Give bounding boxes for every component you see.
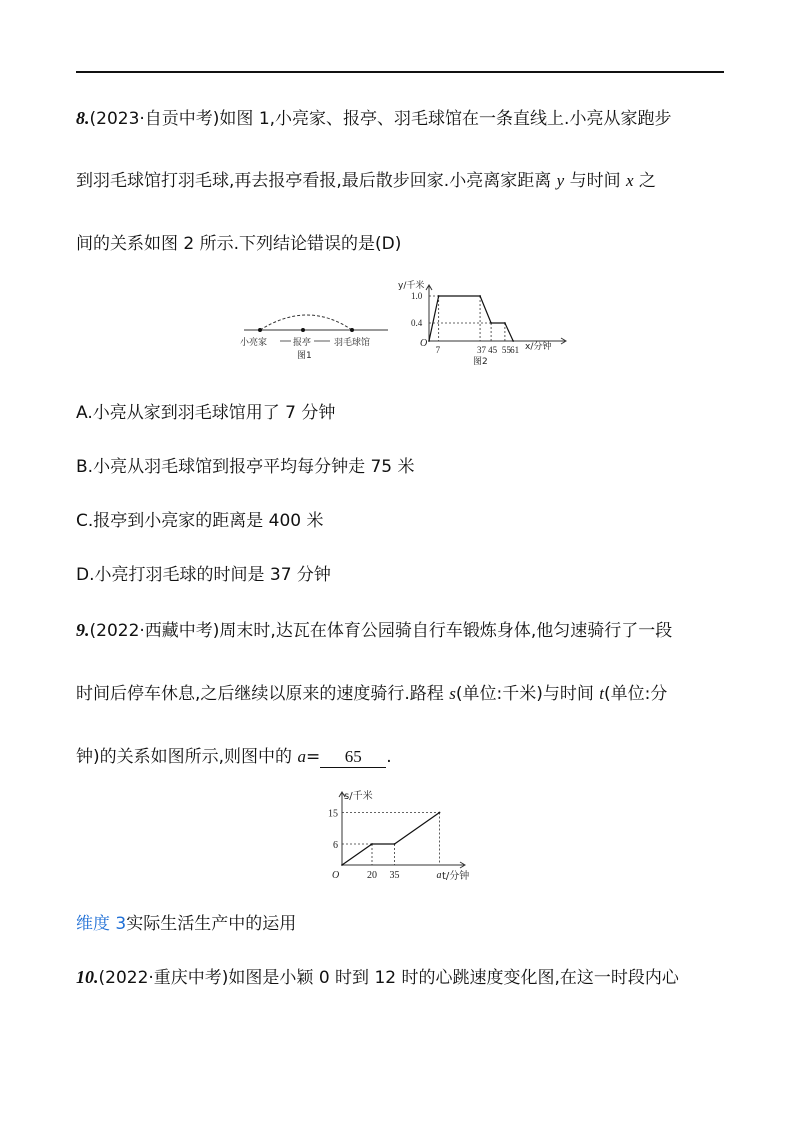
q8-option-d — [76, 563, 331, 587]
q9-number: 9. — [76, 620, 90, 640]
q8-option-c-text: C.报亭到小亮家的距离是 400 米 — [76, 511, 324, 531]
series-line — [342, 813, 440, 866]
q8-text-3: 间的关系如图 2 所示.下列结论错误的是(D) — [76, 234, 402, 254]
q9-answer-blank: 65 — [320, 747, 386, 768]
q9-fig-xlabel: t/分钟 — [442, 871, 470, 882]
data-point — [394, 843, 396, 845]
data-point — [439, 812, 441, 814]
fig1-gym-label: 羽毛球馆 — [334, 338, 371, 348]
q8-number: 8. — [76, 108, 90, 128]
section-tag: 维度 3 — [76, 914, 127, 934]
fig1-gym-dot — [350, 328, 354, 332]
x-tick-label: 55 — [501, 345, 511, 355]
q8-text-2b: 与时间 — [564, 171, 626, 191]
q8-figure-2-chart — [395, 276, 570, 368]
q9-line-1 — [76, 618, 672, 643]
q8-line-3 — [76, 232, 401, 256]
q9-fig-ylabel: s/千米 — [344, 791, 373, 802]
q9-line-2 — [76, 682, 667, 706]
fig2-xlabel: x/分钟 — [525, 342, 552, 352]
y-tick-label: 6 — [333, 840, 338, 851]
q9-var-t: t — [599, 684, 604, 703]
x-tick-label: 35 — [389, 870, 400, 881]
fig1-arc — [260, 315, 352, 330]
x-tick-label: 20 — [367, 870, 377, 881]
q9-fig-origin: O — [332, 870, 340, 881]
q8-option-b — [76, 455, 415, 479]
q10-text-1: (2022·重庆中考)如图是小颖 0 时到 12 时的心跳速度变化图,在这一时段内心 — [98, 968, 679, 988]
data-point — [479, 295, 481, 297]
section-title: 实际生活生产中的运用 — [126, 914, 297, 934]
fig1-kiosk-dot — [301, 328, 305, 332]
q9-var-s: s — [449, 684, 456, 703]
series-line — [429, 296, 513, 341]
q10-number: 10. — [76, 967, 99, 987]
q8-option-a-text: A.小亮从家到羽毛球馆用了 7 分钟 — [76, 403, 336, 423]
q8-text-2a: 到羽毛球馆打羽毛球,再去报亭看报,最后散步回家.小亮离家距离 — [76, 171, 557, 191]
q8-line-1 — [76, 106, 671, 131]
q8-text-1: (2023·自贡中考)如图 1,小亮家、报亭、羽毛球馆在一条直线上.小亮从家跑步 — [89, 109, 672, 129]
q10-line-1 — [76, 965, 679, 990]
q8-figure-1 — [238, 305, 398, 367]
q9-text-2c: (单位:分 — [603, 684, 668, 704]
q9-text-3a: 钟)的关系如图所示,则图中的 — [76, 747, 298, 767]
q8-var-x: x — [625, 171, 634, 190]
fig2-origin: O — [420, 338, 428, 349]
x-tick-label: 45 — [488, 345, 498, 355]
fig1-home-label: 小亮家 — [240, 338, 268, 348]
q9-text-3c: . — [386, 747, 392, 767]
q8-option-b-text: B.小亮从羽毛球馆到报亭平均每分钟走 75 米 — [76, 457, 415, 477]
y-tick-label: 1.0 — [411, 291, 423, 301]
data-point — [504, 322, 506, 324]
q9-line-3 — [76, 745, 392, 769]
q9-var-a: a — [297, 747, 306, 766]
q9-text-2b: (单位:千米)与时间 — [455, 684, 600, 704]
data-point — [428, 340, 430, 342]
fig1-home-dot — [258, 328, 262, 332]
data-point — [341, 864, 343, 866]
section-header — [76, 912, 296, 936]
q9-text-2a: 时间后停车休息,之后继续以原来的速度骑行.路程 — [76, 684, 450, 704]
top-rule — [76, 71, 724, 73]
q9-text-3b: = — [305, 747, 321, 767]
fig1-kiosk-label: 报亭 — [293, 338, 312, 348]
q9-figure-chart — [324, 785, 474, 885]
q8-line-2 — [76, 169, 656, 193]
x-tick-label: a — [436, 870, 442, 881]
data-point — [438, 295, 440, 297]
q8-text-2c: 之 — [633, 171, 656, 191]
data-point — [371, 843, 373, 845]
x-tick-label: 37 — [477, 345, 487, 355]
fig1-caption: 图1 — [297, 351, 312, 361]
q9-text-1: (2022·西藏中考)周末时,达瓦在体育公园骑自行车锻炼身体,他匀速骑行了一段 — [89, 621, 673, 641]
data-point — [512, 340, 514, 342]
q8-option-a — [76, 401, 335, 425]
fig2-caption: 图2 — [473, 357, 488, 367]
y-tick-label: 15 — [328, 808, 338, 820]
x-tick-label: 7 — [435, 345, 441, 355]
fig2-ylabel: y/千米 — [398, 281, 425, 291]
data-point — [490, 322, 492, 324]
x-tick-label: 61 — [510, 345, 520, 355]
y-tick-label: 0.4 — [411, 318, 423, 328]
q8-option-d-text: D.小亮打羽毛球的时间是 37 分钟 — [76, 565, 331, 585]
q8-var-y: y — [556, 171, 565, 190]
q8-option-c — [76, 509, 324, 533]
